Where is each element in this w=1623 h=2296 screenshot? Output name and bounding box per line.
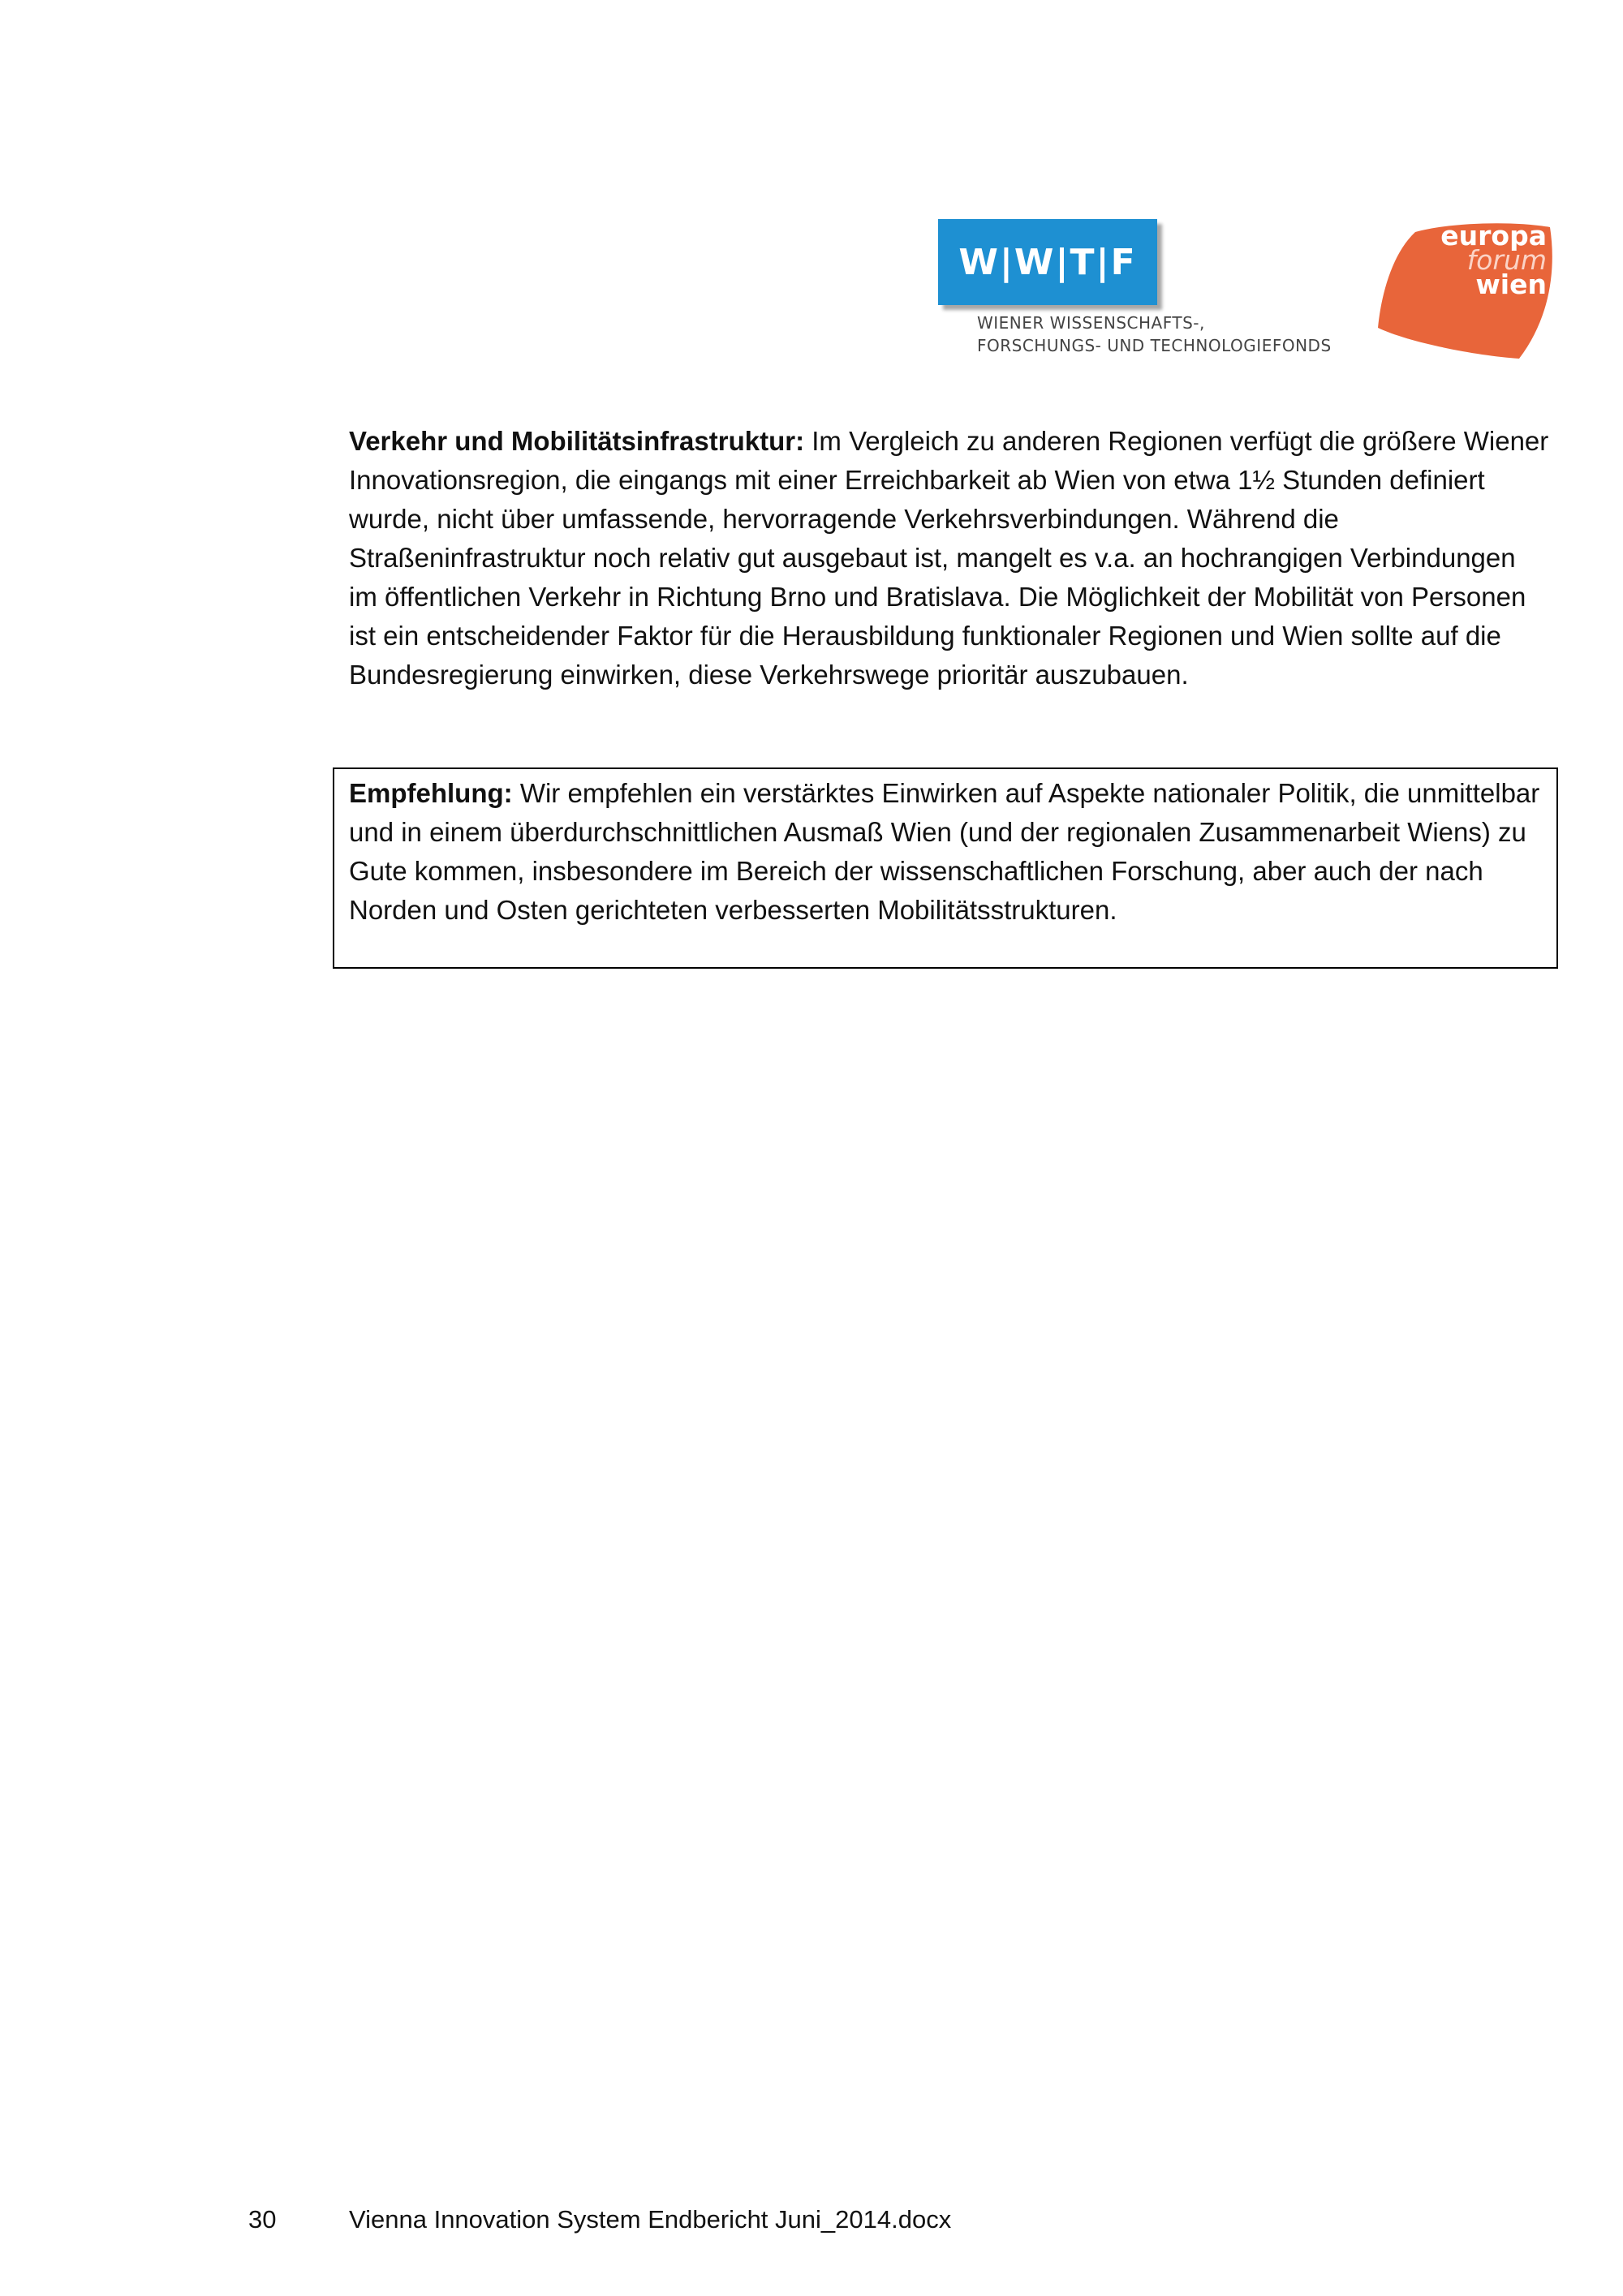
- mobility-infrastructure-paragraph: [349, 422, 1550, 694]
- europa-logo-line-1: europa: [1440, 220, 1547, 252]
- section-heading: Verkehr und Mobilitätsinfrastruktur:: [349, 426, 805, 456]
- wwtf-subtitle-line-1: WIENER WISSENSCHAFTS-,: [977, 313, 1205, 333]
- wwtf-logo-subtitle: [977, 312, 1332, 357]
- wwtf-logo-mark: W|W|T|F: [958, 241, 1137, 283]
- footer-filename: Vienna Innovation System Endbericht Juni_2014.docx: [349, 2205, 952, 2234]
- recommendation-text: [349, 774, 1542, 930]
- europa-logo-line-3: wien: [1475, 269, 1547, 300]
- wwtf-subtitle-line-2: FORSCHUNGS- UND TECHNOLOGIEFONDS: [977, 336, 1332, 355]
- recommendation-box: [333, 767, 1558, 969]
- wwtf-logo: [938, 219, 1157, 305]
- europa-logo-line-2: forum: [1466, 244, 1547, 276]
- europa-forum-wien-logo-text: [1425, 220, 1547, 300]
- recommendation-body: Wir empfehlen ein verstärktes Einwirken auf Aspekte nationaler Politik, die unmittelbar und in einem überdurchschnittlichen Ausmaß Wien (und der regionalen Zusammenarbeit Wiens) zu Gute kommen, insbesondere im Bereich der wissenschaftlichen Forschung, aber auch der nach Norden und Osten gerichteten verbesserten Mobilitätsstrukturen.: [349, 778, 1540, 925]
- page-number: 30: [248, 2205, 277, 2234]
- section-body: Im Vergleich zu anderen Regionen verfügt die größere Wiener Innovationsregion, die eingangs mit einer Erreichbarkeit ab Wien von etwa 1½ Stunden definiert wurde, nicht über umfassende, hervorragende Verkehrsverbindungen. Während die Straßeninfrastruktur noch relativ gut ausgebaut ist, mangelt es v.a. an hochrangigen Verbindungen im öffentlichen Verkehr in Richtung Brno und Bratislava. Die Möglichkeit der Mobilität von Personen ist ein entscheidender Faktor für die Herausbildung funktionaler Regionen und Wien sollte auf die Bundesregierung einwirken, diese Verkehrswege prioritär auszubauen.: [349, 426, 1549, 690]
- recommendation-label: Empfehlung:: [349, 778, 513, 808]
